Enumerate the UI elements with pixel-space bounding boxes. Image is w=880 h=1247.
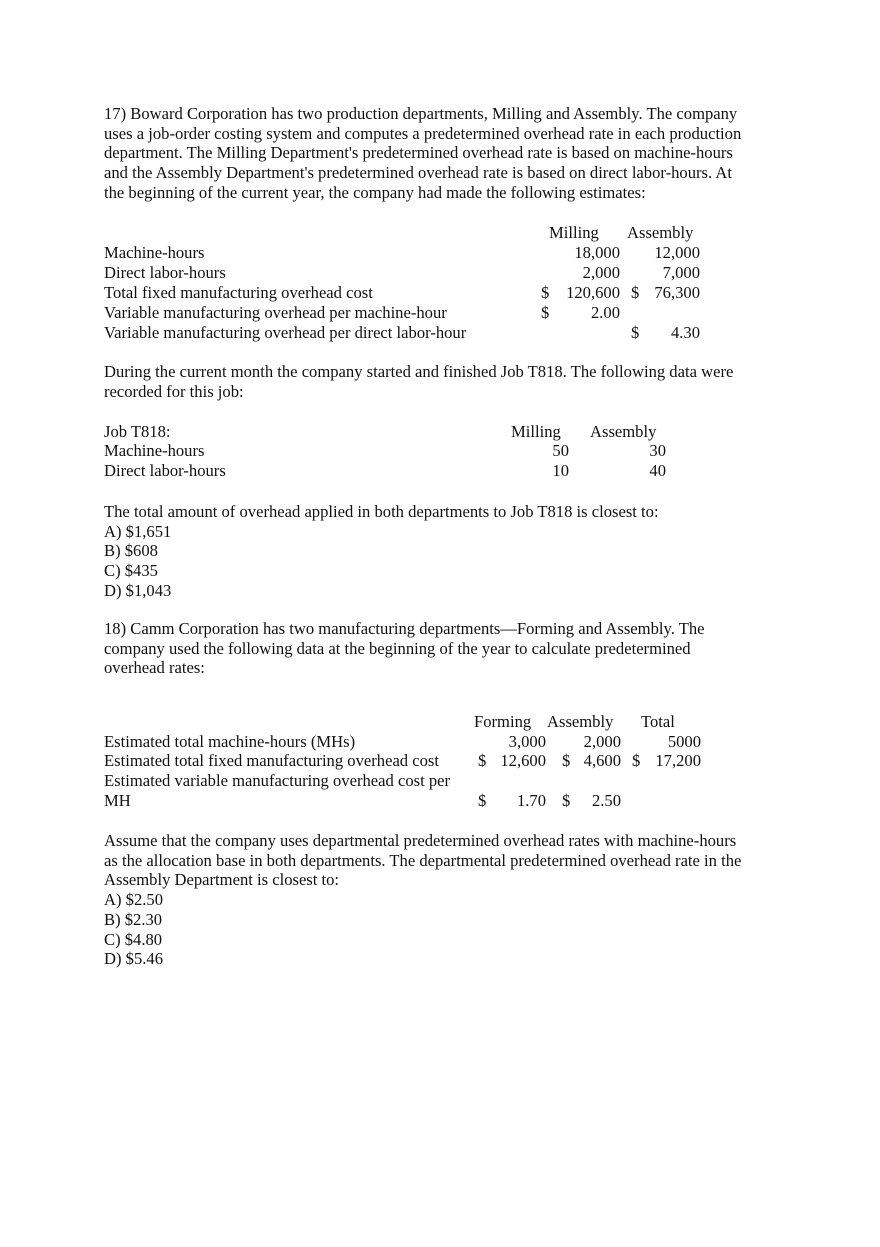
q18-question-block [104,831,774,969]
assembly-dollar-sign: $ [631,323,640,342]
milling-value: 10 [552,461,569,480]
row-label: Total fixed manufacturing overhead cost [104,283,373,302]
assembly-value: 4,600 [583,751,621,770]
row-label: Machine-hours [104,441,205,460]
row-label: Direct labor-hours [104,263,226,282]
milling-value: 50 [552,441,569,460]
q17-job-intro-line: During the current month the company started and finished Job T818. The following data were [104,362,734,381]
q18-option-a: A) $2.50 [104,890,163,910]
col-header-assembly: Assembly [627,223,694,242]
q17-intro-line: the beginning of the current year, the company had made the following estimates: [104,182,646,202]
assembly-value: 30 [649,441,666,460]
q18-intro-line: company used the following data at the beginning of the year to calculate predetermined [104,638,691,658]
q18-intro-line: overhead rates: [104,658,205,678]
q17-intro [104,104,774,203]
col-header-total: Total [641,712,675,731]
milling-dollar-sign: $ [541,283,550,302]
col-header-assembly: Assembly [590,422,657,441]
q18-question-line: Assembly Department is closest to: [104,870,340,890]
row-label: Estimated total machine-hours (MHs) [104,732,356,751]
col-header-forming: Forming [474,712,532,731]
total-dollar-sign: $ [632,751,641,770]
row-label-continued: MH [104,791,131,810]
q17-intro-line: and the Assembly Department's predetermined overhead rate is based on direct labor-hours. At [104,163,732,183]
row-label: Estimated total fixed manufacturing overhead cost [104,751,439,770]
q17-question-block [104,502,774,601]
col-header-milling: Milling [511,422,561,441]
q18-option-d: D) $5.46 [104,949,163,969]
milling-value: 2,000 [582,263,620,282]
row-label: Direct labor-hours [104,461,226,480]
total-value: 5000 [667,732,701,751]
milling-value: 120,600 [566,283,620,302]
row-label: Machine-hours [104,243,205,262]
row-label: Variable manufacturing overhead per direct labor-hour [104,323,467,342]
q17-option-a: A) $1,651 [104,521,172,541]
q18-question-line: Assume that the company uses departmental predetermined overhead rates with machine-hours [104,831,737,850]
col-header-assembly: Assembly [547,712,614,731]
assembly-value: 2,000 [583,732,621,751]
q17-job-intro-line: recorded for this job: [104,381,244,401]
assembly-dollar-sign: $ [562,751,571,770]
job-table-title: Job T818: [104,422,171,441]
assembly-value: 2.50 [591,791,621,810]
q17-intro-line: department. The Milling Department's predetermined overhead rate is based on machine-hours [104,143,733,163]
q18-intro [104,619,774,678]
assembly-value: 76,300 [654,283,700,302]
q18-option-c: C) $4.80 [104,929,163,949]
q17-option-c: C) $435 [104,561,158,581]
assembly-value: 40 [649,461,666,480]
q18-option-b: B) $2.30 [104,909,163,929]
q18-question-line: as the allocation base in both departments. The departmental predetermined overhead rate in the [104,850,742,870]
row-label: Variable manufacturing overhead per machine-hour [104,303,447,322]
forming-dollar-sign: $ [478,791,487,810]
q17-intro-line: 17) Boward Corporation has two production departments, Milling and Assembly. The company [104,104,738,123]
forming-dollar-sign: $ [478,751,487,770]
q17-question: The total amount of overhead applied in both departments to Job T818 is closest to: [104,502,659,521]
milling-value: 18,000 [574,243,620,262]
q17-job-intro [104,362,774,401]
q17-intro-line: uses a job-order costing system and computes a predetermined overhead rate in each production [104,123,742,143]
assembly-value: 7,000 [662,263,700,282]
total-value: 17,200 [655,751,701,770]
milling-value: 2.00 [590,303,620,322]
q17-option-d: D) $1,043 [104,580,172,600]
assembly-dollar-sign: $ [631,283,640,302]
row-label: Estimated variable manufacturing overhead cost per [104,771,451,790]
q17-option-b: B) $608 [104,541,158,561]
forming-value: 1.70 [516,791,546,810]
q18-intro-line: 18) Camm Corporation has two manufacturing departments—Forming and Assembly. The [104,619,705,638]
assembly-dollar-sign: $ [562,791,571,810]
forming-value: 3,000 [508,732,546,751]
col-header-milling: Milling [549,223,599,242]
assembly-value: 4.30 [670,323,700,342]
milling-dollar-sign: $ [541,303,550,322]
assembly-value: 12,000 [654,243,700,262]
forming-value: 12,600 [500,751,546,770]
